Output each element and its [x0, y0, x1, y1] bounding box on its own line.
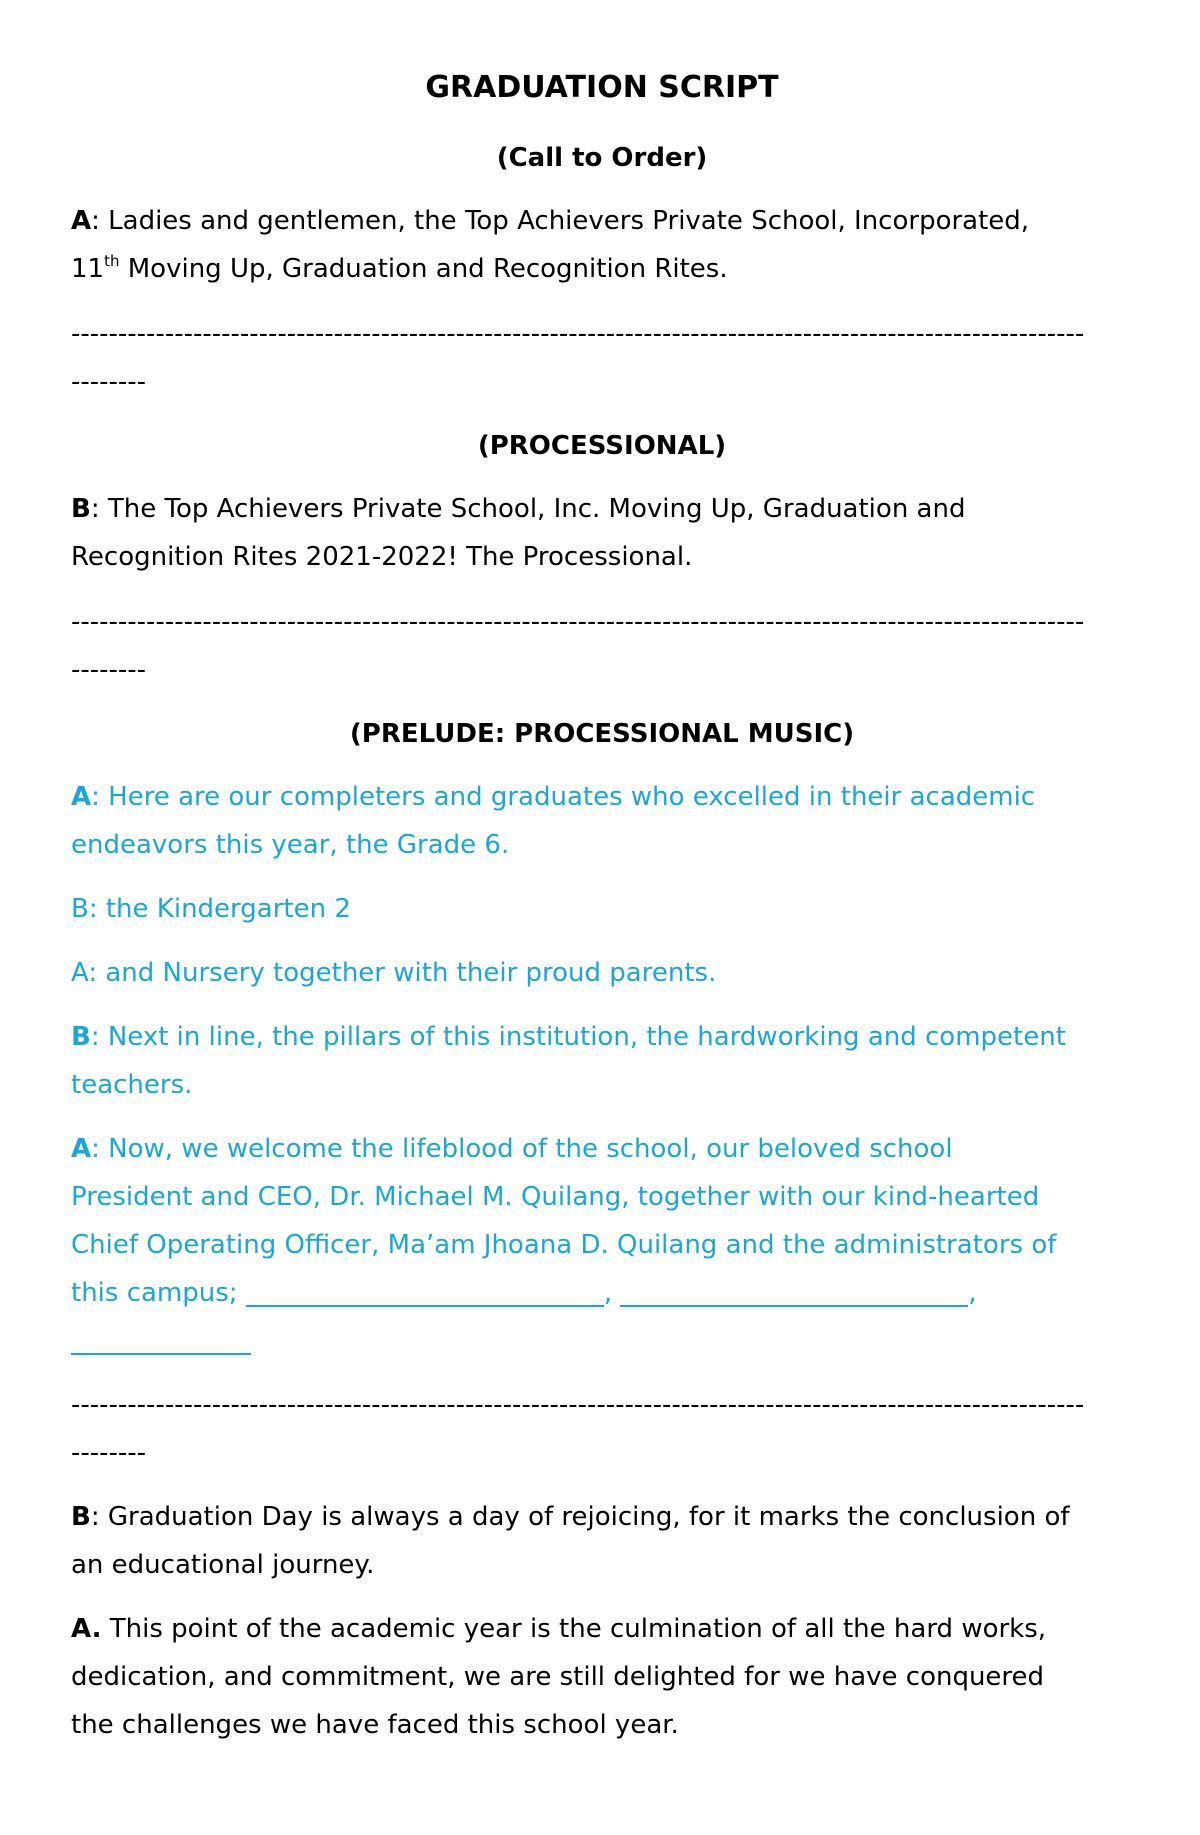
- call-to-order-text-2: Moving Up, Graduation and Recognition Rites.: [119, 254, 728, 284]
- blank-underline: [620, 1275, 968, 1307]
- call-to-order-text-1: : Ladies and gentlemen, the Top Achievers Private School, Incorporated,: [91, 206, 1030, 236]
- speaker-label: A: [71, 782, 92, 812]
- closing-b-text-1: : Graduation Day is always a day of rejoicing, for it marks the conclusion of: [90, 1502, 1070, 1532]
- speaker-label: B: [71, 494, 91, 524]
- blank-underline: [246, 1275, 604, 1307]
- processional-line-2: Recognition Rites 2021-2022! The Processional.: [71, 542, 693, 572]
- closing-a-line-1: [71, 1605, 1133, 1653]
- prelude-line-1: [71, 773, 1133, 821]
- prelude-admin-line-4: [71, 1269, 1133, 1317]
- call-to-order-line-1: [71, 197, 1133, 245]
- separator-line: ------------------------------------------------------------------------------------------------------------: [71, 607, 1085, 637]
- speaker-label: B: [71, 1502, 91, 1532]
- separator-line: ------------------------------------------------------------------------------------------------------------: [71, 319, 1085, 349]
- comma: ,: [603, 1278, 621, 1308]
- prelude-teachers-line-1: [71, 1013, 1133, 1061]
- prelude-admin-text-1: : Now, we welcome the lifeblood of the school, our beloved school: [91, 1134, 953, 1164]
- prelude-nursery-line: A: and Nursery together with their proud parents.: [71, 958, 717, 988]
- prelude-admin-text-4: this campus;: [71, 1278, 246, 1308]
- ordinal-number: 11: [71, 254, 105, 284]
- closing-b-line-2: an educational journey.: [71, 1550, 375, 1580]
- prelude-admin-line-1: [71, 1125, 1133, 1173]
- closing-a-line-2: dedication, and commitment, we are still delighted for we have conquered: [71, 1662, 1045, 1692]
- closing-a-line-3: the challenges we have faced this school year.: [71, 1710, 679, 1740]
- closing-b-line-1: [71, 1493, 1133, 1541]
- prelude-admin-line-5: [71, 1317, 1133, 1365]
- processional-line-1: [71, 485, 1133, 533]
- processional-heading: (PROCESSIONAL): [477, 431, 727, 461]
- separator-line-short: --------: [71, 1438, 147, 1468]
- document-title: GRADUATION SCRIPT: [425, 70, 779, 105]
- speaker-label: A.: [71, 1614, 102, 1644]
- call-to-order-line-2: [71, 245, 1133, 293]
- blank-underline: [71, 1323, 251, 1355]
- speaker-label: A: [71, 1134, 92, 1164]
- prelude-admin-line-2: President and CEO, Dr. Michael M. Quilang, together with our kind-hearted: [71, 1182, 1040, 1212]
- speaker-label: B: [71, 1022, 91, 1052]
- ordinal-suffix: th: [104, 252, 120, 270]
- prelude-text-1: : Here are our completers and graduates who excelled in their academic: [91, 782, 1036, 812]
- prelude-heading: (PRELUDE: PROCESSIONAL MUSIC): [349, 719, 855, 749]
- processional-text-1: : The Top Achievers Private School, Inc. Moving Up, Graduation and: [90, 494, 966, 524]
- comma: ,: [968, 1278, 977, 1308]
- prelude-kindergarten-line: B: the Kindergarten 2: [71, 894, 351, 924]
- prelude-teachers-text-1: : Next in line, the pillars of this institution, the hardworking and competent: [90, 1022, 1066, 1052]
- closing-a-text-1: This point of the academic year is the culmination of all the hard works,: [101, 1614, 1047, 1644]
- call-to-order-heading: (Call to Order): [496, 143, 708, 173]
- separator-line-short: --------: [71, 655, 147, 685]
- separator-line: ------------------------------------------------------------------------------------------------------------: [71, 1390, 1085, 1420]
- prelude-line-2: endeavors this year, the Grade 6.: [71, 830, 510, 860]
- prelude-admin-line-3: Chief Operating Officer, Ma’am Jhoana D. Quilang and the administrators of: [71, 1230, 1057, 1260]
- separator-line-short: --------: [71, 367, 147, 397]
- prelude-teachers-line-2: teachers.: [71, 1070, 193, 1100]
- speaker-label: A: [71, 206, 92, 236]
